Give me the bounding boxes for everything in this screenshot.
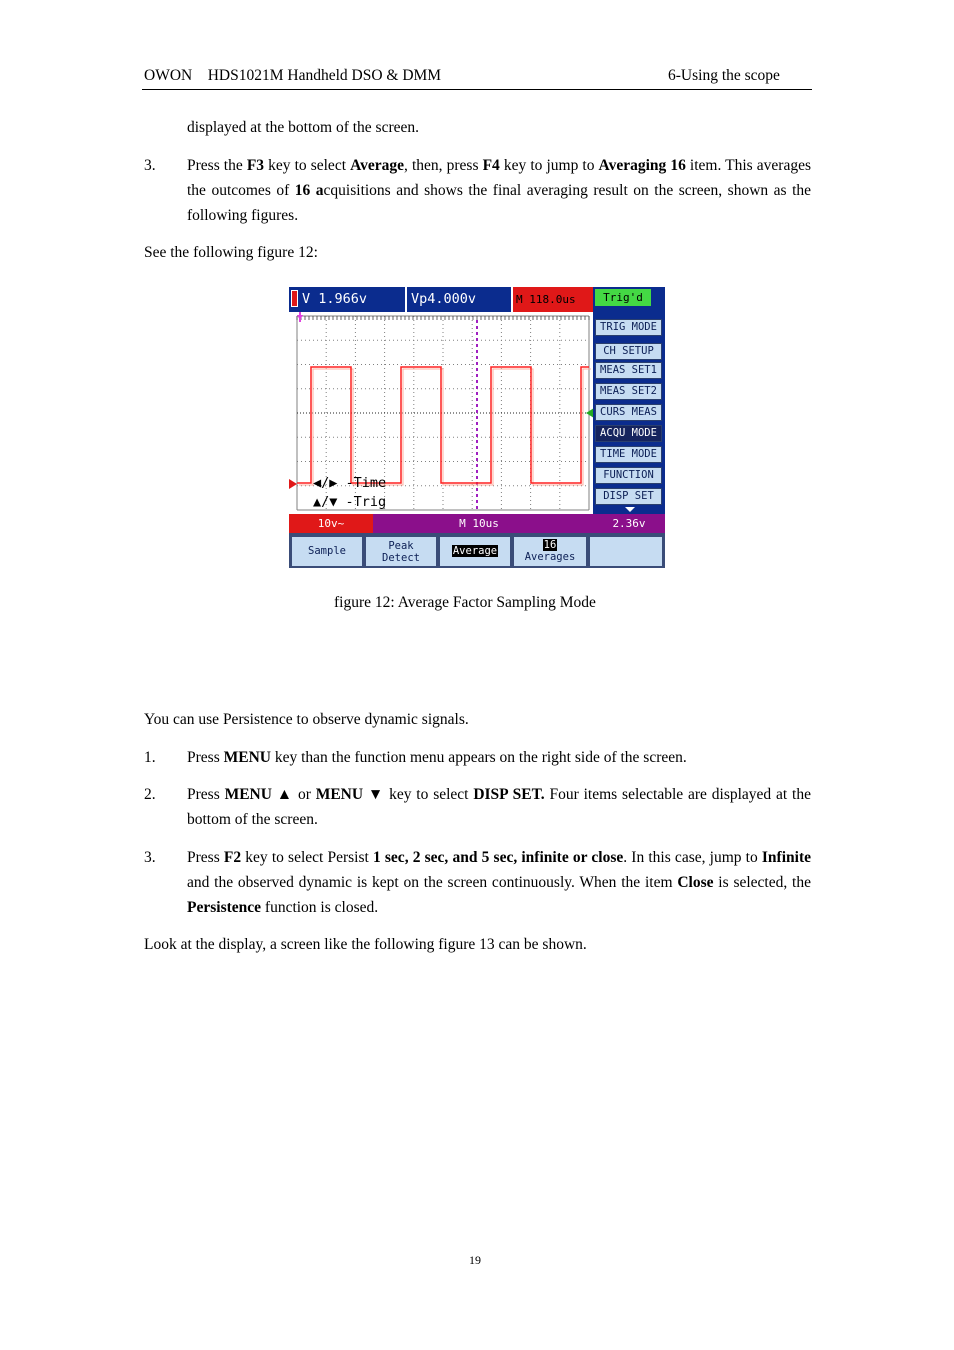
closing-paragraph: Look at the display, a screen like the following figure 13 can be shown. xyxy=(144,936,587,953)
menu-function[interactable]: FUNCTION xyxy=(595,467,662,484)
timebase-box xyxy=(513,287,593,312)
softkey-peak-detect[interactable] xyxy=(365,536,437,567)
channel-scale-badge: 10v~ xyxy=(289,514,373,533)
list-item-text: Press MENU key than the function menu appears on the right side of the screen. xyxy=(187,749,687,766)
timebase-readout: M 118.0us xyxy=(516,293,576,306)
channel-voltage-readout: V 1.966v xyxy=(302,291,368,307)
figure-caption: figure 12: Average Factor Sampling Mode xyxy=(334,594,596,611)
list-item-text: Press MENU ▲ or MENU ▼ key to select DISP SET. Four items selectable are displayed at the bottom of the screen. xyxy=(187,786,811,828)
averages-label: Averages xyxy=(524,551,576,563)
menu-meas-set2[interactable]: MEAS SET2 xyxy=(595,383,662,400)
list-number: 1. xyxy=(144,749,156,766)
menu-trig-mode[interactable]: TRIG MODE xyxy=(595,319,662,336)
softkey-sample[interactable]: Sample xyxy=(291,536,363,567)
list-number: 2. xyxy=(144,786,156,803)
softkey-peak-label: Peak xyxy=(388,540,414,552)
time-adjust-hint: ◀/▶ -Time xyxy=(313,475,387,491)
menu-ch-setup[interactable]: CH SETUP xyxy=(595,343,662,360)
menu-meas-set1[interactable]: MEAS SET1 xyxy=(595,362,662,379)
header-rule xyxy=(142,89,812,90)
vp-box xyxy=(407,287,511,312)
softkey-detect-label: Detect xyxy=(382,552,420,564)
menu-scroll-down-icon[interactable] xyxy=(625,507,635,512)
running-header-title: OWON HDS1021M Handheld DSO & DMM xyxy=(144,67,442,84)
softkey-average-label: Average xyxy=(452,545,498,557)
oscilloscope-screen-figure xyxy=(289,287,665,568)
list-item-text: Press F2 key to select Persist 1 sec, 2 sec, and 5 sec, infinite or close. In this case, jump to Infinite and the observed dynamic is kept on the screen continuously. When the item Close is selected, the Persistence function is closed. xyxy=(187,849,811,916)
persistence-intro: You can use Persistence to observe dynamic signals. xyxy=(144,711,469,728)
softkey-empty[interactable] xyxy=(589,536,663,567)
trig-adjust-hint: ▲/▼ -Trig xyxy=(313,494,387,510)
menu-acqu-mode[interactable]: ACQU MODE xyxy=(595,425,662,442)
trigger-status-box xyxy=(593,287,665,312)
battery-icon xyxy=(291,290,298,307)
timebase-status: M 10us xyxy=(459,517,499,530)
trigger-status-badge: Trig'd xyxy=(595,289,651,306)
trigger-level-status: 2.36v xyxy=(612,517,646,530)
list-number: 3. xyxy=(144,849,156,866)
softkey-averages[interactable] xyxy=(513,536,587,567)
menu-disp-set[interactable]: DISP SET xyxy=(595,488,662,505)
paragraph-continuation: displayed at the bottom of the screen. xyxy=(187,119,420,136)
running-header-section: 6-Using the scope xyxy=(668,67,780,84)
averages-count: 16 xyxy=(543,539,557,551)
menu-time-mode[interactable]: TIME MODE xyxy=(595,446,662,463)
page-number: 19 xyxy=(469,1253,481,1267)
vp-readout: Vp4.000v xyxy=(411,291,477,307)
list-item-text: Press the F3 key to select Average, then, press F4 key to jump to Averaging 16 item. This averages the outcomes of 16 acquisitions and shows the final averaging result on the screen, shown as the following figures. xyxy=(187,157,812,224)
channel-voltage-box xyxy=(289,287,405,312)
list-number: 3. xyxy=(144,157,156,174)
figure-intro: See the following figure 12: xyxy=(144,244,318,261)
softkey-average[interactable] xyxy=(439,536,511,567)
menu-curs-meas[interactable]: CURS MEAS xyxy=(595,404,662,421)
